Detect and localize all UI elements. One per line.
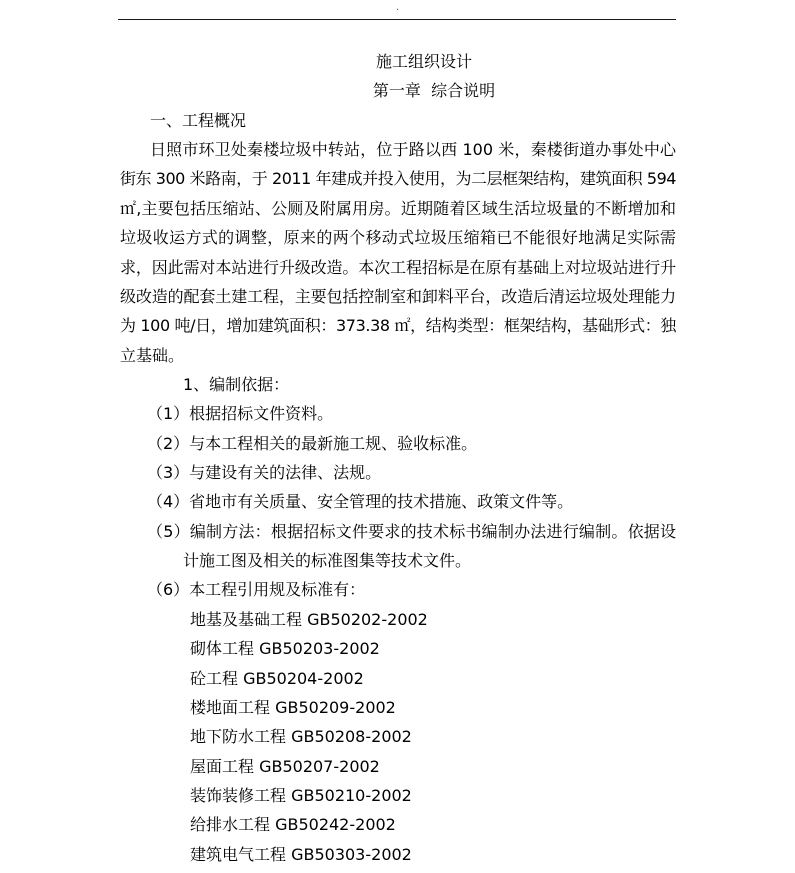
standard-item: 地基及基础工程 GB50202-2002: [190, 609, 428, 629]
paragraph-line: 立基础。: [120, 345, 185, 365]
standard-item: 地下防水工程 GB50208-2002: [190, 727, 412, 747]
standard-item: 给排水工程 GB50242-2002: [190, 815, 396, 835]
section-heading: 一、工程概况: [150, 110, 247, 130]
paragraph-line: 求，因此需对本站进行升级改造。本次工程招标是在原有基础上对垃圾站进行升: [120, 257, 676, 277]
document-body: [120, 47, 676, 869]
standard-item: 建筑电气工程 GB50303-2002: [190, 844, 412, 864]
header-mark: .: [396, 2, 400, 13]
basis-item: （2）与本工程相关的最新施工规、验收标准。: [147, 433, 478, 453]
basis-item: （1）根据招标文件资料。: [147, 404, 334, 424]
standard-item: 砌体工程 GB50203-2002: [190, 639, 380, 659]
standard-item: 装饰装修工程 GB50210-2002: [190, 785, 412, 805]
standard-item: 屋面工程 GB50207-2002: [190, 756, 380, 776]
header-rule: [118, 19, 676, 20]
paragraph-line: 日照市环卫处秦楼垃圾中转站，位于路以西 100 米，秦楼街道办事处中心: [150, 140, 676, 160]
subsection-heading: 1、编制依据：: [183, 374, 290, 394]
chapter-heading: 第一章 综合说明: [372, 81, 496, 101]
paragraph-line: 为 100 吨/日，增加建筑面积：373.38 ㎡，结构类型：框架结构，基础形式：独: [120, 316, 676, 336]
basis-item: （4）省地市有关质量、安全管理的技术措施、政策文件等。: [147, 492, 574, 512]
basis-item: （6）本工程引用规及标准有：: [147, 580, 366, 600]
standard-item: 楼地面工程 GB50209-2002: [190, 697, 396, 717]
paragraph-line: 级改造的配套土建工程，主要包括控制室和卸料平台，改造后清运垃圾处理能力: [120, 286, 676, 306]
basis-item: （3）与建设有关的法律、法规。: [147, 463, 382, 483]
standard-item: 砼工程 GB50204-2002: [190, 668, 364, 688]
document-title: 施工组织设计: [375, 52, 472, 71]
paragraph-line: 垃圾收运方式的调整，原来的两个移动式垃圾压缩箱已不能很好地满足实际需: [120, 228, 676, 248]
paragraph-line: 街东 300 米路南，于 2011 年建成并投入使用，为二层框架结构，建筑面积 594: [120, 169, 676, 189]
basis-item: （5）编制方法：根据招标文件要求的技术标书编制办法进行编制。依据设: [147, 521, 676, 541]
paragraph-line: ㎡,主要包括压缩站、公厕及附属用房。近期随着区域生活垃圾量的不断增加和: [120, 198, 676, 218]
basis-item-continuation: 计施工图及相关的标准图集等技术文件。: [183, 551, 472, 571]
